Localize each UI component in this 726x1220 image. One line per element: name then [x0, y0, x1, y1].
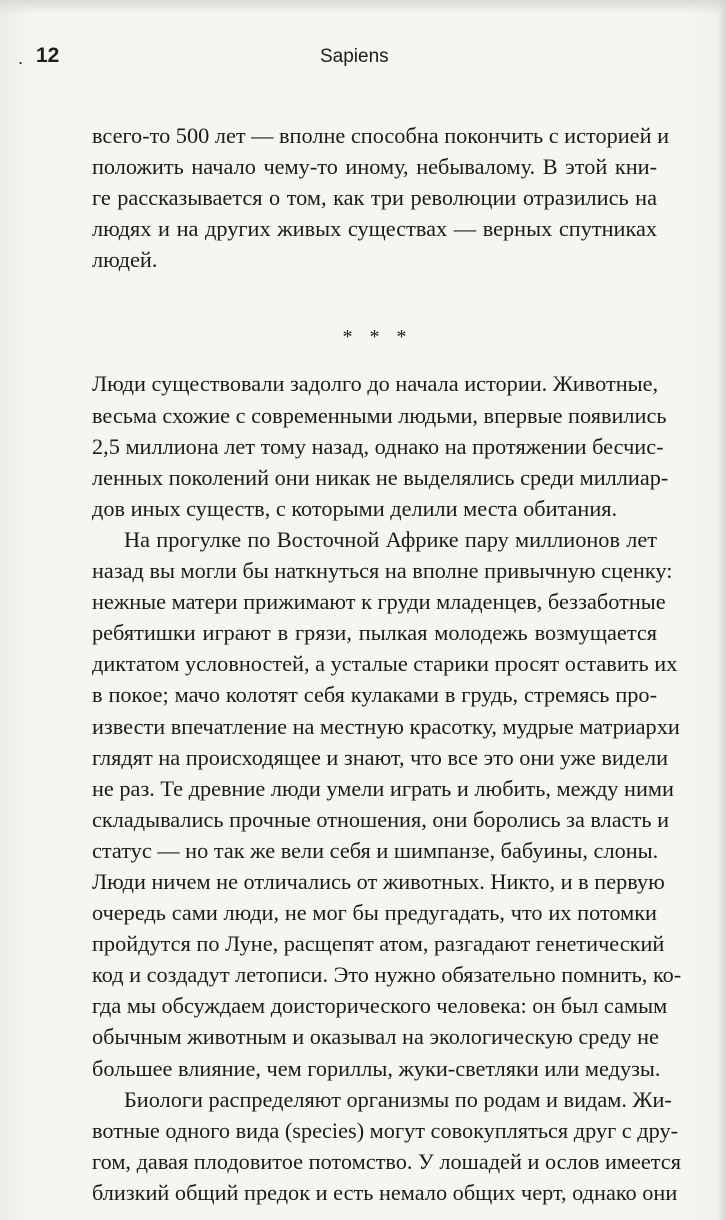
- text-line: в покое; мачо колотят себя кулаками в грудь, стремясь про-: [92, 682, 657, 708]
- text-line: положить начало чему-то иному, небывалому. В этой кни-: [92, 154, 657, 180]
- paragraph: [92, 120, 670, 275]
- page-number: 12: [36, 44, 60, 67]
- text-line: весьма схожие с современными людьми, впервые появились: [92, 402, 667, 428]
- page-top-shadow: [0, 0, 726, 14]
- text-line: близкий общий предок и есть немало общих черт, однако они: [92, 1179, 678, 1205]
- text-line: глядят на происходящее и знают, что все это они уже видели: [92, 744, 669, 770]
- text-line: всего-то 500 лет — вполне способна покончить с историей и: [92, 123, 670, 148]
- body-text: [92, 120, 682, 1208]
- section-separator: * * *: [342, 326, 413, 349]
- text-line: людях и на других живых существах — верных спутниках: [92, 216, 657, 242]
- text-line: статус — но так же вели себя и шимпанзе, бабуины, слоны.: [92, 837, 659, 863]
- text-line: гда мы обсуждаем доисторического человека: он был самым: [92, 993, 668, 1019]
- paragraph: [92, 368, 669, 523]
- running-head: [18, 44, 698, 74]
- section-gap: [92, 275, 657, 306]
- book-title: Sapiens: [320, 46, 389, 67]
- text-line: Люди существовали задолго до начала истории. Животные,: [92, 371, 659, 397]
- paragraph: [92, 1084, 681, 1208]
- page-right-shadow: [718, 0, 726, 1220]
- text-line: Биологи распределяют организмы по родам и видам. Жи-: [124, 1086, 672, 1112]
- text-line: диктатом условностей, а усталые старики просят оставить их: [92, 651, 678, 677]
- paragraph: [92, 524, 682, 1084]
- page-dot: .: [18, 48, 24, 68]
- text-line: гом, давая плодовитое потомство. У лошадей и ослов имеется: [92, 1148, 681, 1174]
- text-line: очередь сами люди, не мог бы предугадать, что их потомки: [92, 900, 657, 926]
- text-line: ленных поколений они никак не выделялись среди миллиар-: [92, 464, 669, 490]
- text-line: большее влияние, чем гориллы, жуки-светляки или медузы.: [92, 1055, 661, 1081]
- text-line: обычным животным и оказывал на экологическую среду не: [92, 1024, 659, 1050]
- text-line: назад вы могли бы наткнуться на вполне привычную сценку:: [92, 558, 673, 584]
- text-line: нежные матери прижимают к груди младенцев, беззаботные: [92, 589, 666, 615]
- text-line: складывались прочные отношения, они боролись за власть и: [92, 806, 669, 832]
- text-line: людей.: [92, 247, 158, 273]
- text-line: На прогулке по Восточной Африке пару миллионов лет: [124, 526, 657, 552]
- text-line: дов иных существ, с которыми делили места обитания.: [92, 495, 618, 521]
- text-line: код и создадут летописи. Это нужно обязательно помнить, ко-: [92, 962, 682, 988]
- text-line: извести впечатление на местную красотку, мудрые матриархи: [92, 713, 680, 739]
- text-line: 2,5 миллиона лет тому назад, однако на протяжении бесчис-: [92, 433, 664, 459]
- text-line: не раз. Те древние люди умели играть и любить, между ними: [92, 775, 674, 801]
- text-line: Люди ничем не отличались от животных. Никто, и в первую: [92, 868, 665, 894]
- text-line: ге рассказывается о том, как три революции отразились на: [92, 185, 657, 211]
- text-line: пройдутся по Луне, расщепят атом, разгадают генетический: [92, 931, 665, 957]
- text-line: ребятишки играют в грязи, пылкая молодежь возмущается: [92, 620, 657, 646]
- text-line: вотные одного вида (species) могут совокупляться друг с дру-: [92, 1117, 679, 1143]
